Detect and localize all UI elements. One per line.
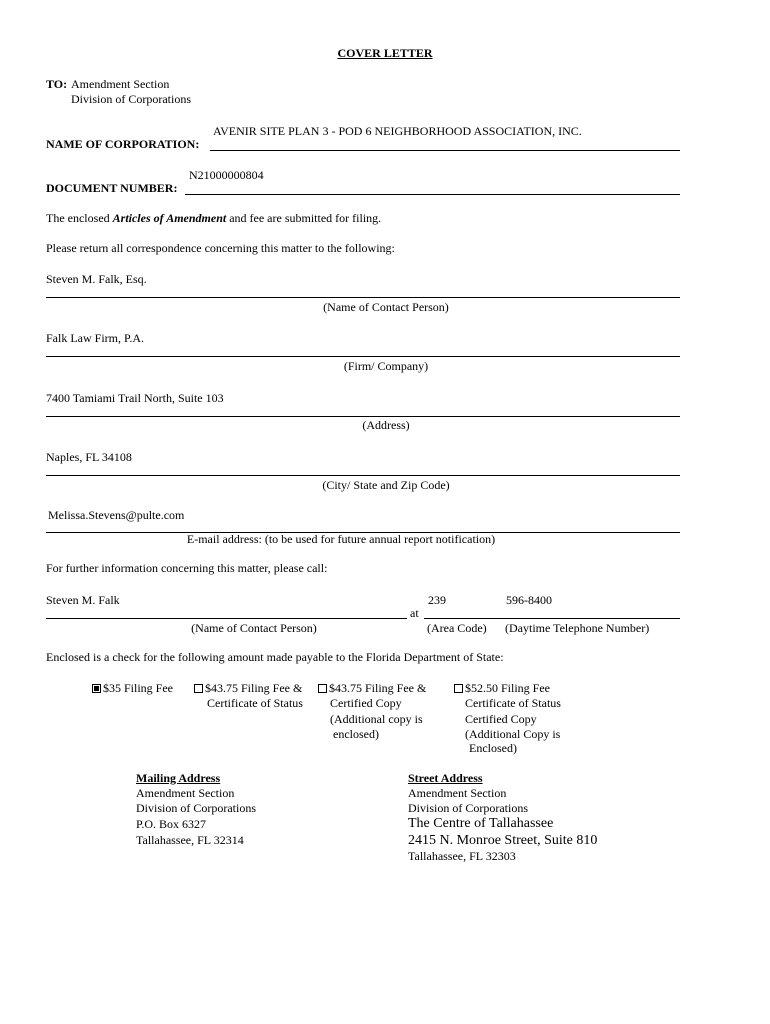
phone-contact-name-value[interactable]: Steven M. Falk: [46, 593, 120, 607]
fee-option-52-line-4: (Additional Copy is: [465, 727, 561, 741]
return-instruction: Please return all correspondence concerning this matter to the following:: [46, 241, 395, 255]
telephone-number-value[interactable]: 596-8400: [506, 593, 552, 607]
corporation-name-value[interactable]: AVENIR SITE PLAN 3 - POD 6 NEIGHBORHOOD ASSOCIATION, INC.: [213, 124, 582, 138]
fee-option-43-copy-line-1: $43.75 Filing Fee &: [329, 681, 427, 695]
checkbox-unchecked-icon[interactable]: [318, 684, 327, 693]
mailing-address-heading: Mailing Address: [136, 771, 221, 785]
corporation-name-label: NAME OF CORPORATION:: [46, 137, 200, 151]
fee-option-43-copy[interactable]: [318, 681, 426, 696]
fee-option-35-line-1: $35 Filing Fee: [103, 681, 174, 695]
firm-caption: (Firm/ Company): [343, 359, 429, 373]
city-line: [46, 475, 680, 476]
street-address-line-5: Tallahassee, FL 32303: [408, 849, 516, 863]
to-line-2: Division of Corporations: [71, 92, 191, 106]
to-label: TO:: [46, 77, 68, 91]
document-number-value[interactable]: N21000000804: [189, 168, 264, 182]
phone-contact-name-caption: (Name of Contact Person): [191, 621, 317, 635]
telephone-number-caption: (Daytime Telephone Number): [505, 621, 650, 635]
street-address-heading: Street Address: [408, 771, 483, 785]
mailing-address-line-3: P.O. Box 6327: [136, 817, 207, 831]
area-code-caption: (Area Code): [427, 621, 487, 635]
fee-option-43-copy-line-4: enclosed): [333, 727, 379, 741]
further-info: For further information concerning this matter, please call:: [46, 561, 328, 575]
enclosed-prefix: The enclosed: [46, 211, 113, 225]
fee-option-43-copy-line-3: (Additional copy is: [330, 712, 423, 726]
mailing-address-line-1: Amendment Section: [136, 786, 235, 800]
city-caption: (City/ State and Zip Code): [322, 478, 450, 492]
firm-value[interactable]: Falk Law Firm, P.A.: [46, 331, 145, 345]
document-number-line: [185, 194, 680, 195]
enclosed-suffix: and fee are submitted for filing.: [226, 211, 382, 225]
checkbox-checked-icon[interactable]: [92, 684, 101, 693]
address-line: [46, 416, 680, 417]
checkbox-unchecked-icon[interactable]: [454, 684, 463, 693]
street-address-line-1: Amendment Section: [408, 786, 507, 800]
street-address-line-4: 2415 N. Monroe Street, Suite 810: [408, 833, 598, 848]
phone-contact-name-line: [46, 618, 407, 619]
fee-option-43-copy-line-2: Certified Copy: [330, 696, 402, 710]
enclosed-sentence: [46, 211, 381, 226]
fee-option-52-line-3: Certified Copy: [465, 712, 537, 726]
street-address-line-2: Division of Corporations: [408, 801, 528, 815]
contact-name-caption: (Name of Contact Person): [323, 300, 449, 314]
fee-option-52-line-1: $52.50 Filing Fee: [465, 681, 551, 695]
fee-option-43-status[interactable]: [194, 681, 302, 696]
to-line-1: Amendment Section: [71, 77, 170, 91]
page-title: COVER LETTER: [337, 46, 433, 60]
address-value[interactable]: 7400 Tamiami Trail North, Suite 103: [46, 391, 224, 405]
checkbox-unchecked-icon[interactable]: [194, 684, 203, 693]
fee-option-52[interactable]: [454, 681, 550, 696]
street-address-line-3: The Centre of Tallahassee: [408, 816, 554, 831]
fee-option-43-status-line-1: $43.75 Filing Fee &: [205, 681, 303, 695]
document-number-label: DOCUMENT NUMBER:: [46, 181, 178, 195]
phone-at: at: [410, 606, 419, 620]
fee-option-52-line-5: Enclosed): [469, 741, 517, 755]
fee-option-43-status-line-2: Certificate of Status: [207, 696, 303, 710]
city-value[interactable]: Naples, FL 34108: [46, 450, 132, 464]
area-code-value[interactable]: 239: [428, 593, 446, 607]
mailing-address-line-2: Division of Corporations: [136, 801, 256, 815]
corporation-name-line: [210, 150, 680, 151]
email-value[interactable]: Melissa.Stevens@pulte.com: [48, 508, 185, 522]
telephone-line: [424, 618, 680, 619]
address-caption: (Address): [362, 418, 410, 432]
fee-option-35[interactable]: [92, 681, 173, 696]
contact-name-value[interactable]: Steven M. Falk, Esq.: [46, 272, 147, 286]
email-caption: E-mail address: (to be used for future annual report notification): [186, 532, 496, 546]
enclosed-emphasis: Articles of Amendment: [112, 211, 227, 225]
contact-name-line: [46, 297, 680, 298]
fee-option-52-line-2: Certificate of Status: [465, 696, 561, 710]
firm-line: [46, 356, 680, 357]
check-sentence: Enclosed is a check for the following amount made payable to the Florida Department of State:: [46, 650, 504, 664]
mailing-address-line-4: Tallahassee, FL 32314: [136, 833, 244, 847]
